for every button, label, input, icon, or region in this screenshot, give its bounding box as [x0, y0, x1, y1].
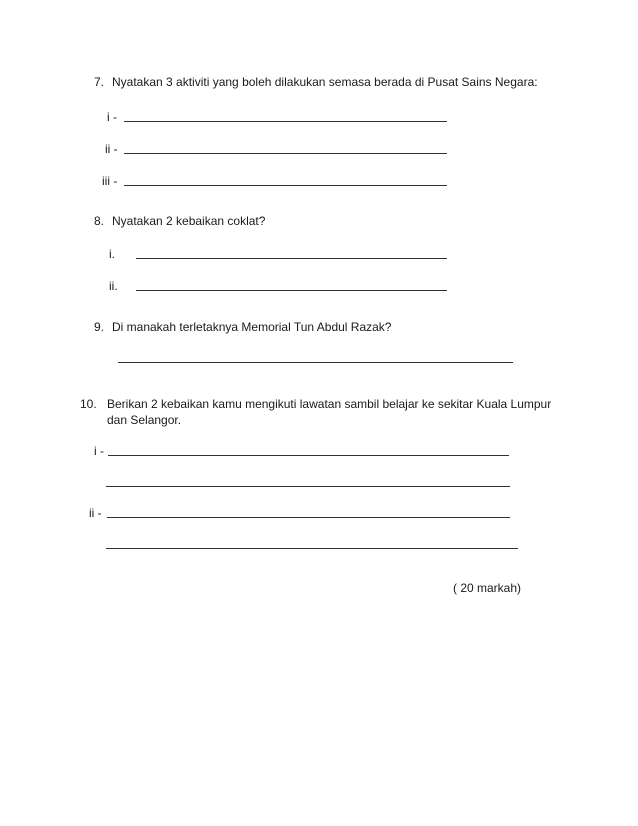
- q7-answer-line-3[interactable]: [124, 185, 447, 186]
- q10-item-2-label: ii -: [89, 506, 102, 520]
- q7-number: 7.: [94, 75, 105, 89]
- q8-answer-line-1[interactable]: [136, 258, 447, 259]
- q9-question-text: Di manakah terletaknya Memorial Tun Abdul Razak?: [112, 320, 392, 334]
- q10-question-text-line-2: dan Selangor.: [107, 413, 182, 427]
- q7-item-1-label: i -: [107, 110, 117, 124]
- q8-item-2-label: ii.: [109, 279, 118, 293]
- q10-answer-line-2b[interactable]: [106, 548, 518, 549]
- q7-question-text: Nyatakan 3 aktiviti yang boleh dilakukan semasa berada di Pusat Sains Negara:: [112, 75, 538, 89]
- q10-answer-line-1b[interactable]: [106, 486, 510, 487]
- q10-answer-line-2a[interactable]: [107, 517, 510, 518]
- q8-question-text: Nyatakan 2 kebaikan coklat?: [112, 214, 266, 228]
- q10-answer-line-1a[interactable]: [108, 455, 509, 456]
- q10-number: 10.: [80, 397, 97, 411]
- q10-question-text-line-1: Berikan 2 kebaikan kamu mengikuti lawatan sambil belajar ke sekitar Kuala Lumpur: [107, 397, 552, 411]
- q8-number: 8.: [94, 214, 105, 228]
- q7-answer-line-2[interactable]: [124, 153, 447, 154]
- q9-answer-line[interactable]: [118, 362, 513, 363]
- q7-answer-line-1[interactable]: [124, 121, 447, 122]
- q7-item-3-label: iii -: [102, 174, 118, 188]
- total-marks: ( 20 markah): [453, 581, 522, 595]
- q9-number: 9.: [94, 320, 105, 334]
- q7-item-2-label: ii -: [105, 142, 118, 156]
- q10-item-1-label: i -: [94, 444, 104, 458]
- q8-answer-line-2[interactable]: [136, 290, 447, 291]
- q8-item-1-label: i.: [109, 247, 115, 261]
